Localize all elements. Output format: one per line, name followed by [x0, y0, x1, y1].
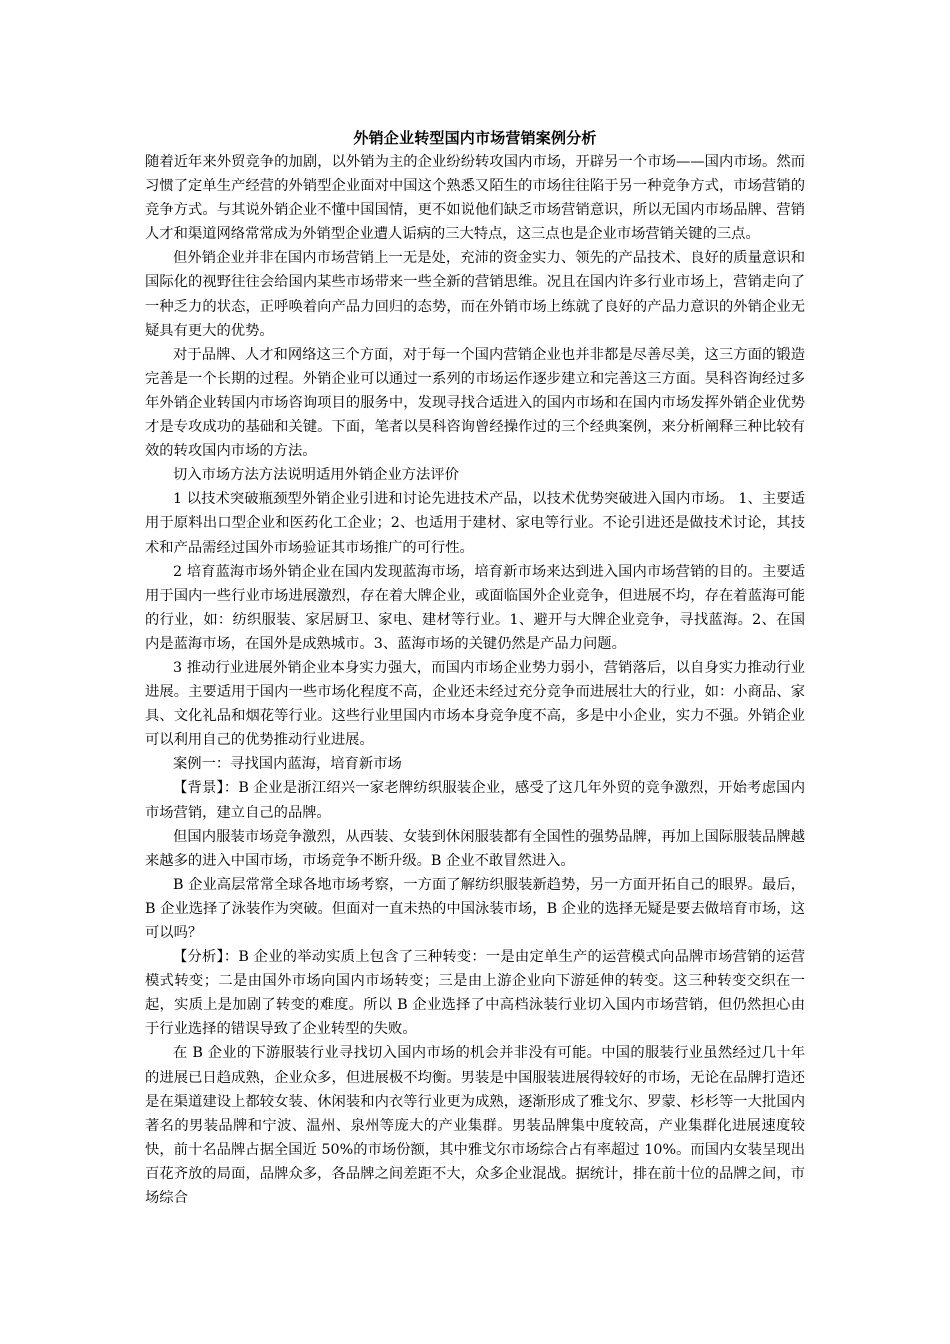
choice-paragraph: B 企业高层常常全球各地市场考察，一方面了解纺织服装新趋势，另一方面开拓自己的眼界。最后，B 企业选择了泳装作为突破。但面对一直未热的中国泳装市场，B 企业的选择无疑是要去做培育市场，这可以吗？	[145, 876, 805, 941]
paragraph-3: 对于品牌、人才和网络这三个方面，对于每一个国内营销企业也并非都是尽善尽美，这三方面的锻造完善是一个长期的过程。外销企业可以通过一系列的市场运作逐步建立和完善这三方面。昊科咨询经过多年外销企业转国内市场咨询项目的服务中，发现寻找合适进入的国内市场和在国内市场发挥外销企业优势才是专攻成功的基础和关键。下面，笔者以昊科咨询曾经操作过的三个经典案例，来分析阐释三种比较有效的转攻国内市场的方法。	[145, 346, 805, 460]
analysis-paragraph: 【分析】：B 企业的举动实质上包含了三种转变：一是由定单生产的运营模式向品牌市场营销的运营模式转变；二是由国外市场向国内市场转变；三是由上游企业向下游延伸的转变。这三种转变交织在一起，实质上是加剧了转变的难度。所以 B 企业选择了中高档泳装行业切入国内市场营销，但仍然担心由于行业选择的错误导致了企业转型的失败。	[145, 949, 805, 1038]
table-header-line: 切入市场方法方法说明适用外销企业方法评价	[173, 467, 459, 484]
method-2-paragraph: 2 培育蓝海市场外销企业在国内发现蓝海市场，培育新市场来达到进入国内市场营销的目的。主要适用于国内一些行业市场进展激烈，存在着大牌企业，或面临国外企业竞争，但进展不均，存在着蓝海可能的行业，如：纺织服装、家居厨卫、家电、建材等行业。1、避开与大牌企业竞争，寻找蓝海。2、在国内是蓝海市场，在国外是成熟城市。3、蓝海市场的关键仍然是产品力问题。	[145, 563, 805, 652]
method-1-paragraph: 1 以技术突破瓶颈型外销企业引进和讨论先进技术产品，以技术优势突破进入国内市场。 1、主要适用于原料出口型企业和医药化工企业；2、也适用于建材、家电等行业。不论引进还是做技术讨论，其技术和产品需经过国外市场验证其市场推广的可行性。	[145, 491, 805, 556]
industry-paragraph: 在 B 企业的下游服装行业寻找切入国内市场的机会并非没有可能。中国的服装行业虽然经过几十年的进展已日趋成熟，企业众多，但进展极不均衡。男装是中国服装进展得较好的市场，无论在品牌打造还是在渠道建设上都较女装、休闲装和内衣等行业更为成熟，逐渐形成了雅戈尔、罗蒙、杉杉等一大批国内著名的男装品牌和宁波、温州、泉州等庞大的产业集群。男装品牌集中度较高，产业集群化进展速度较快，前十名品牌占据全国近 50%的市场份额，其中雅戈尔市场综合占有率超过 10%。而国内女装呈现出百花齐放的局面，品牌众多，各品牌之间差距不大，众多企业混战。据统计，排在前十位的品牌之间，市场综合	[145, 1045, 805, 1207]
method-3-paragraph: 3 推动行业进展外销企业本身实力强大，而国内市场企业势力弱小，营销落后，以自身实力推动行业进展。主要适用于国内一些市场化程度不高，企业还未经过充分竞争而进展壮大的行业，如：小商品、家具、文化礼品和烟花等行业。这些行业里国内市场本身竞争度不高，多是中小企业，实力不强。外销企业可以利用自己的优势推动行业进展。	[145, 659, 805, 749]
paragraph-2: 但外销企业并非在国内市场营销上一无是处，充沛的资金实力、领先的产品技术、良好的质量意识和国际化的视野往往会给国内某些市场带来一些全新的营销思维。况且在国内许多行业市场上，营销走向了一种乏力的状态，正呼唤着向产品力回归的态势，而在外销市场上练就了良好的产品力意识的外销企业无疑具有更大的优势。	[145, 250, 805, 339]
paragraph-1: 随着近年来外贸竞争的加剧，以外销为主的企业纷纷转攻国内市场，开辟另一个市场——国内市场。然而习惯了定单生产经营的外销型企业面对中国这个熟悉又陌生的市场往往陷于另一种竞争方式，市场营销的竞争方式。与其说外销企业不懂中国国情，更不如说他们缺乏市场营销意识，所以无国内市场品牌、营销人才和渠道网络常常成为外销型企业遭人诟病的三大特点，这三点也是企业市场营销关键的三点。	[145, 154, 805, 243]
background-paragraph: 【背景】：B 企业是浙江绍兴一家老牌纺织服装企业，感受了这几年外贸的竞争激烈，开始考虑国内市场营销，建立自己的品牌。	[145, 780, 805, 821]
market-paragraph: 但国内服装市场竞争激烈，从西装、女装到休闲服装都有全国性的强势品牌，再加上国际服装品牌越来越多的进入中国市场，市场竞争不断升级。B 企业不敢冒然进入。	[145, 828, 805, 869]
document-body	[145, 126, 805, 1210]
document-title: 外销企业转型国内市场营销案例分析	[353, 129, 597, 147]
case-one-heading: 案例一：寻找国内蓝海，培育新市场	[173, 756, 402, 773]
